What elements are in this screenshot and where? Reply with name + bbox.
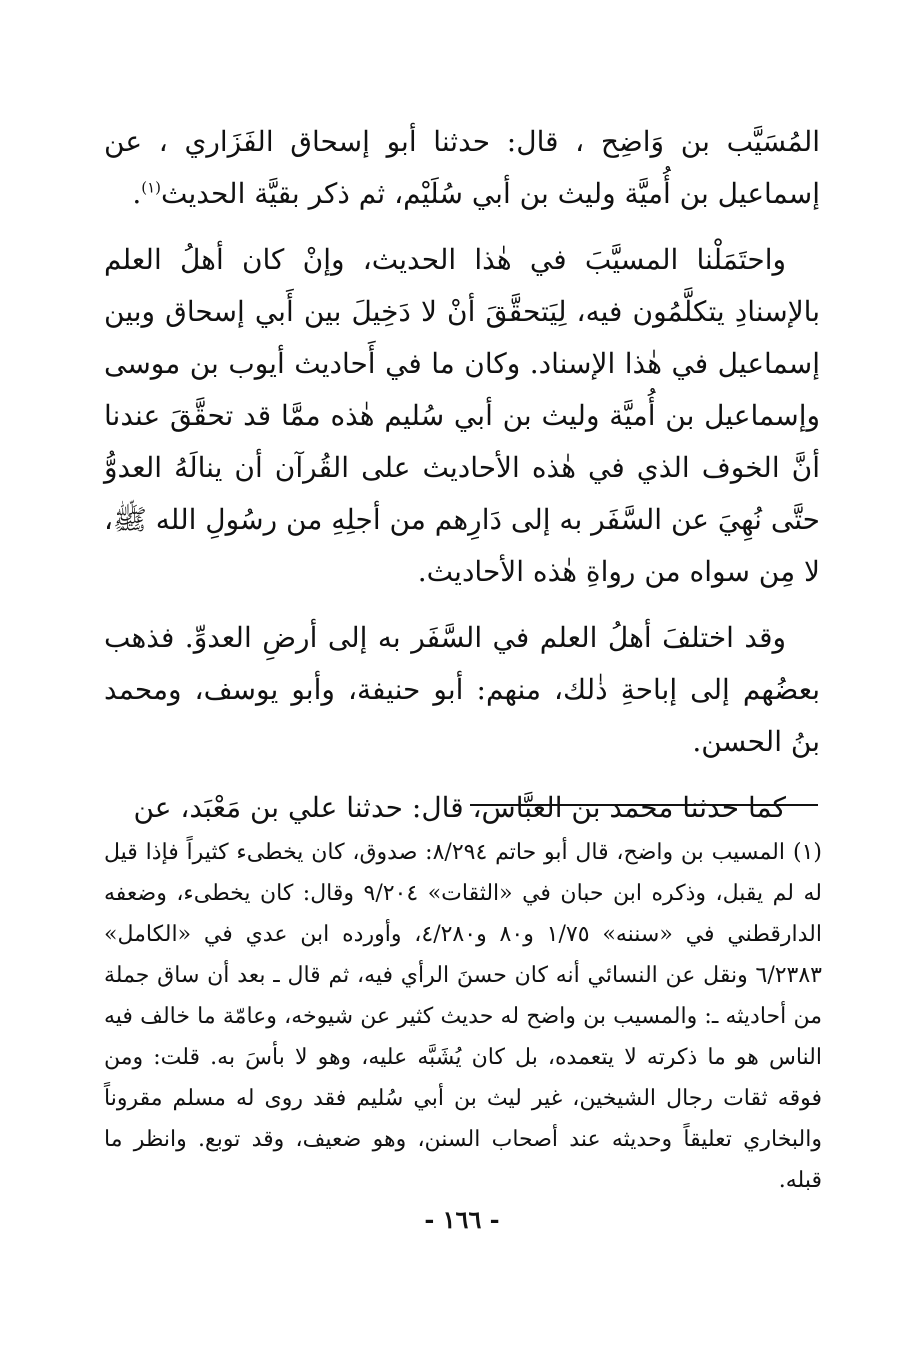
footnote [104, 832, 822, 1201]
paragraph-1-text: المُسَيَّب بن وَاضِح ، قال: حدثنا أبو إسحاق الفَزَاري ، عن إسماعيل بن أُميَّة وليث بن أبي سُلَيْم، ثم ذكر بقيَّة الحديث [104, 125, 820, 210]
paragraph-4-text: كما حدثنا محمد بن العبَّاس، قال: حدثنا علي بن مَعْبَد، عن [133, 791, 786, 824]
page-number: - ١٦٦ - [424, 1205, 500, 1234]
paragraph-1-tail: . [132, 177, 142, 210]
paragraph-2 [104, 234, 820, 598]
paragraph-4 [104, 782, 820, 834]
footnote-reference: (١) [141, 178, 161, 197]
paragraph-3 [104, 612, 820, 768]
footnote-separator [470, 804, 818, 806]
paragraph-3-text: وقد اختلفَ أهلُ العلم في السَّفَر به إلى أرضِ العدوِّ. فذهب بعضُهم إلى إباحةِ ذٰلك، منهم: أبو حنيفة، وأبو يوسف، ومحمد بنُ الحسن. [104, 621, 820, 758]
footnote-text: المسيب بن واضح، قال أبو حاتم ٨/٢٩٤: صدوق، كان يخطىء كثيراً فإذا قيل له لم يقبل، وذكره ابن حبان في «الثقات» ٩/٢٠٤ وقال: كان يخطىء، وضعفه الدارقطني في «سننه» ١/٧٥ و٨٠ و٤/٢٨٠، وأورده ابن عدي في «الكامل» ٦/٢٣٨٣ ونقل عن النسائي أنه كان حسنَ الرأي فيه، ثم قال ـ بعد أن ساق جملة من أحاديثه ـ: والمسيب بن واضح له حديث كثير عن شيوخه، وعامّة ما خالف فيه الناس هو ما ذكرته لا يتعمده، بل كان يُشَبَّه عليه، وهو لا بأسَ به. قلت: ومن فوقه ثقات رجال الشيخين، غير ليث بن أبي سُليم فقد روى له مسلم مقروناً والبخاري تعليقاً وحديثه عند أصحاب السنن، وهو ضعيف، وقد توبع. وانظر ما قبله. [104, 840, 822, 1193]
main-text-body [104, 116, 820, 834]
footnote-marker: (١) [793, 840, 823, 865]
paragraph-2-text: واحتَمَلْنا المسيَّبَ في هٰذا الحديث، وإنْ كان أهلُ العلم بالإسنادِ يتكلَّمُون فيه، لِيَتحقَّقَ أنْ لا دَخِيلَ بين أَبي إسحاق وبين إسماعيل في هٰذا الإسناد. وكان ما في أَحاديث أيوب بن موسى وإسماعيل بن أُميَّة وليث بن أبي سُليم هٰذه ممَّا قد تحقَّقَ عندنا أنَّ الخوف الذي في هٰذه الأحاديث على القُرآن أن ينالَهُ العدوُّ حتَّى نُهِيَ عن السَّفَر به إلى دَارِهم من أجلِهِ من رسُولِ الله ﷺ، لا مِن سواه من رواةِ هٰذه الأحاديث. [104, 243, 821, 588]
paragraph-1 [104, 116, 820, 220]
